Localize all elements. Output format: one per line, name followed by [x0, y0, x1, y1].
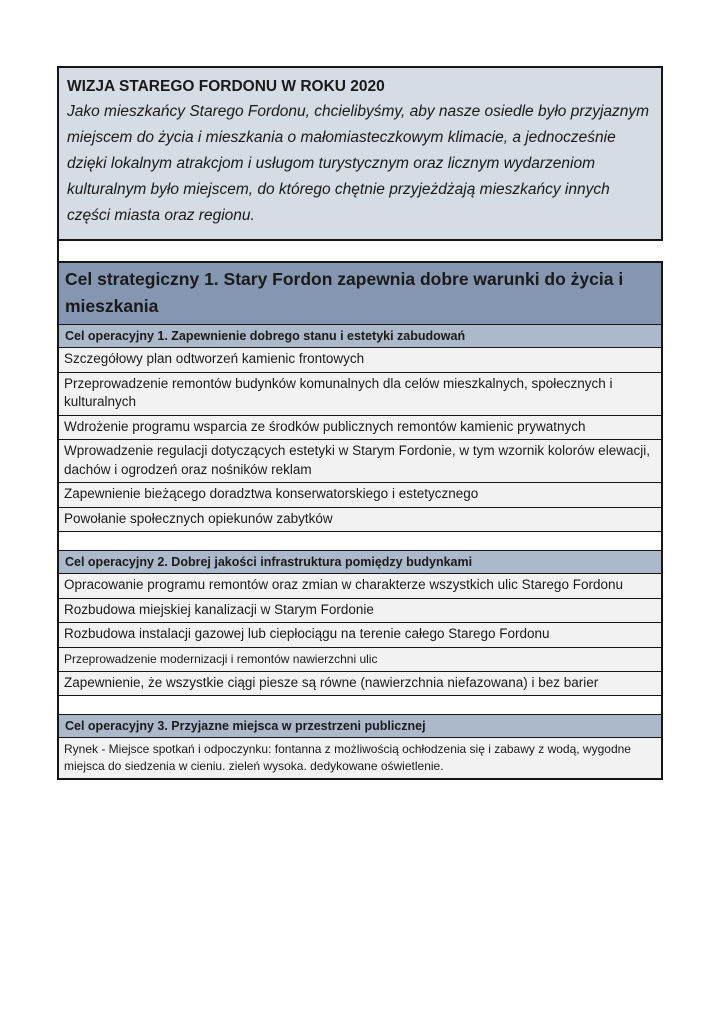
table-row: Zapewnienie, że wszystkie ciągi piesze są równe (nawierzchnia niefazowana) i bez barier: [59, 671, 661, 696]
section-header-2: Cel operacyjny 2. Dobrej jakości infrastruktura pomiędzy budynkami: [59, 550, 661, 573]
table-row: Przeprowadzenie remontów budynków komunalnych dla celów mieszkalnych, społecznych i kulturalnych: [59, 372, 661, 415]
separator-row: [59, 531, 661, 550]
separator-row: [59, 695, 661, 714]
vision-box: [57, 66, 663, 241]
strategic-goal-header: Cel strategiczny 1. Stary Fordon zapewnia dobre warunki do życia i mieszkania: [59, 263, 661, 324]
section-header-3: Cel operacyjny 3. Przyjazne miejsca w przestrzeni publicznej: [59, 714, 661, 737]
table-row: Rozbudowa instalacji gazowej lub ciepłociągu na terenie całego Starego Fordonu: [59, 622, 661, 647]
table-row: Rynek - Miejsce spotkań i odpoczynku: fontanna z możliwością ochłodzenia się i zabawy z wodą, wygodne miejsca do siedzenia w cieniu. zieleń wysoka. dedykowane oświetlenie.: [59, 737, 661, 778]
vision-gap: [57, 241, 663, 261]
page-content: [57, 66, 663, 780]
section-header-1: Cel operacyjny 1. Zapewnienie dobrego stanu i estetyki zabudowań: [59, 324, 661, 347]
table-row: Rozbudowa miejskiej kanalizacji w Starym Fordonie: [59, 598, 661, 623]
table-row: Powołanie społecznych opiekunów zabytków: [59, 507, 661, 532]
vision-title: WIZJA STAREGO FORDONU W ROKU 2020: [67, 78, 385, 95]
table-row: Zapewnienie bieżącego doradztwa konserwatorskiego i estetycznego: [59, 482, 661, 507]
table-row: Wdrożenie programu wsparcia ze środków publicznych remontów kamienic prywatnych: [59, 415, 661, 440]
strategic-goal-table: [57, 261, 663, 780]
table-row: Wprowadzenie regulacji dotyczących estetyki w Starym Fordonie, w tym wzornik kolorów elewacji, dachów i ogrodzeń oraz nośników reklam: [59, 439, 661, 482]
table-row: Szczegółowy plan odtworzeń kamienic frontowych: [59, 347, 661, 372]
table-row: Przeprowadzenie modernizacji i remontów nawierzchni ulic: [59, 647, 661, 671]
table-row: Opracowanie programu remontów oraz zmian w charakterze wszystkich ulic Starego Fordonu: [59, 573, 661, 598]
vision-body-text: Jako mieszkańcy Starego Fordonu, chcielibyśmy, aby nasze osiedle było przyjaznym miejscem do życia i mieszkania o małomiasteczkowym klimacie, a jednocześnie dzięki lokalnym atrakcjom i usługom turystycznym oraz licznym wydarzeniom kulturalnym było miejscem, do którego chętnie przyjeżdżają mieszkańcy innych części miasta oraz regionu.: [67, 103, 650, 224]
